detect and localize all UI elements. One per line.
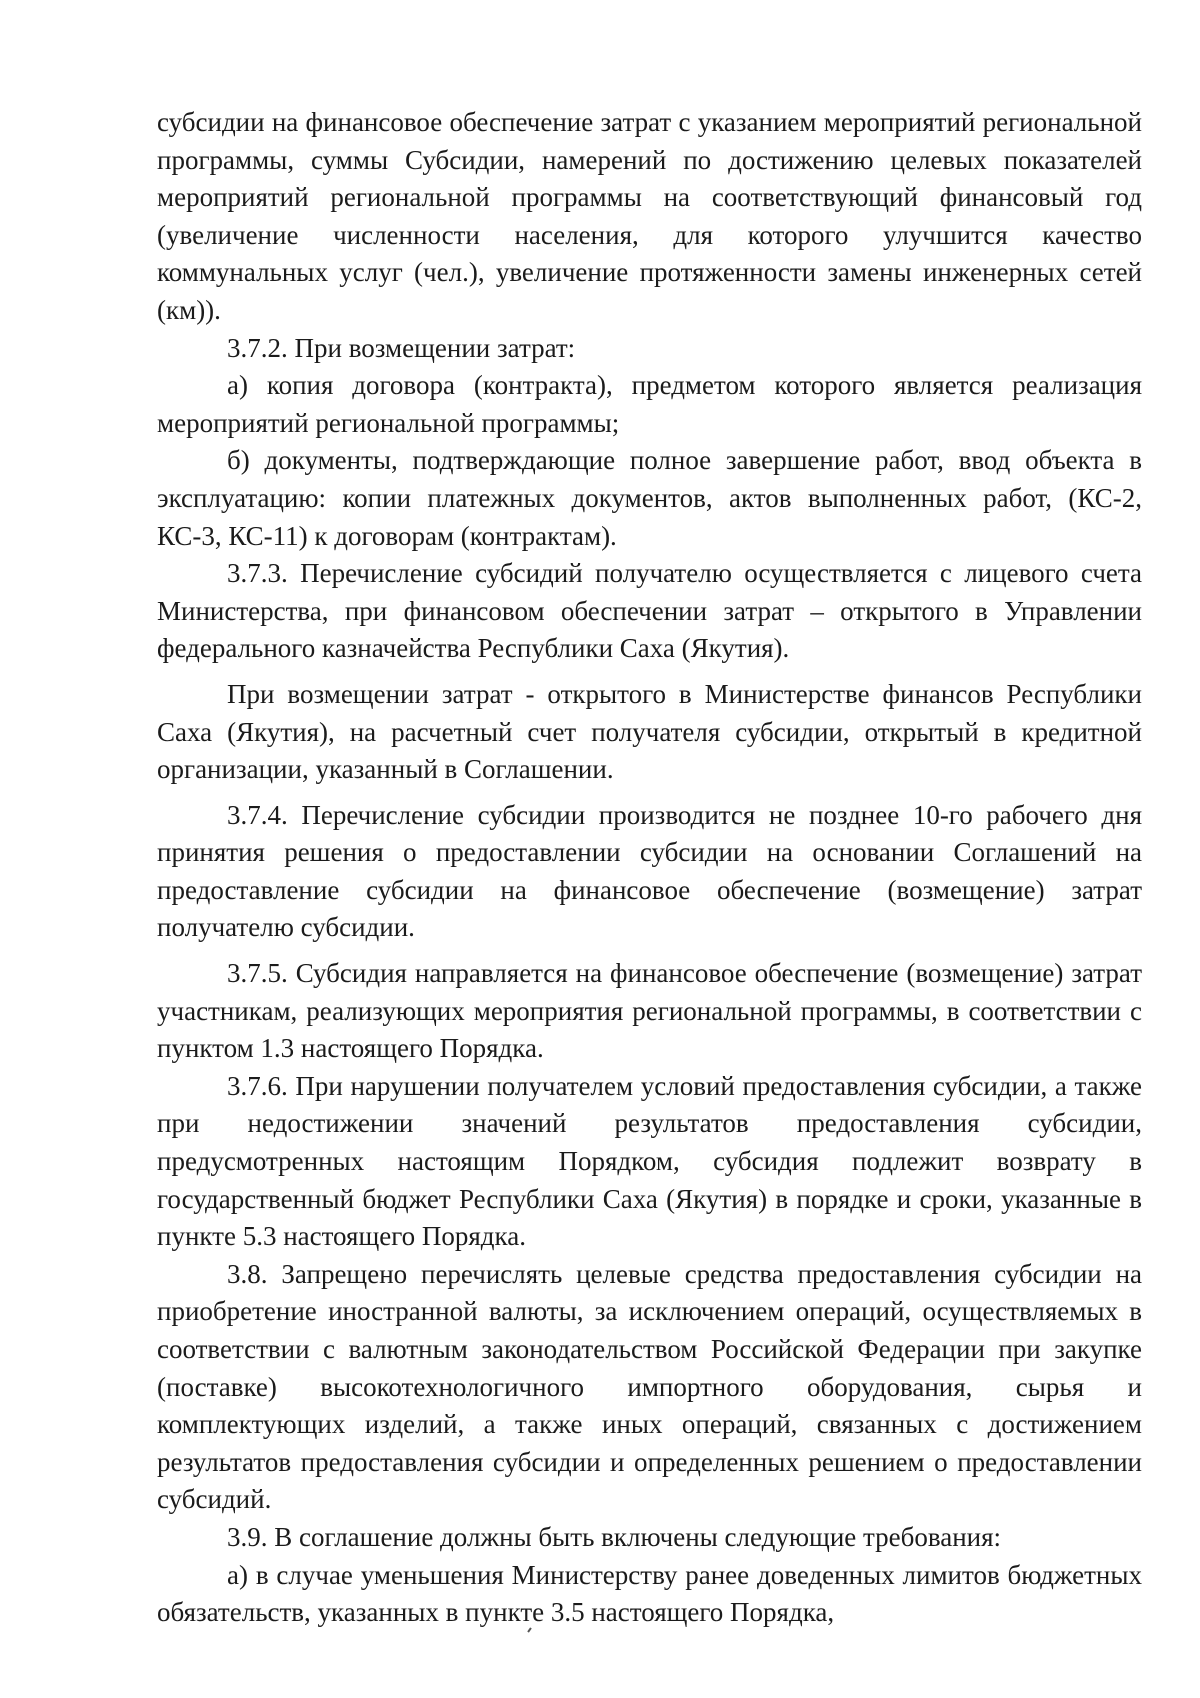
paragraph-3-9-item-a: а) в случае уменьшения Министерству ранее доведенных лимитов бюджетных обязательств, указанных в пункте 3.5 настоящего Порядка, (157, 1559, 1142, 1628)
paragraph-3-7-2: 3.7.2. При возмещении затрат: (227, 332, 576, 363)
paragraph-reimbursement-account: При возмещении затрат - открытого в Министерстве финансов Республики Саха (Якутия), на расчетный счет получателя субсидии, открытый в кредитной организации, указанный в Соглашении. (157, 678, 1142, 785)
paragraph-3-7-6: 3.7.6. При нарушении получателем условий предоставления субсидии, а также при недостижении значений результатов предоставления субсидии, предусмотренных настоящим Порядком, субсидия подлежит возврату в государственный бюджет Республики Саха (Якутия) в порядке и сроки, указанные в пункте 5.3 настоящего Порядка. (157, 1070, 1142, 1252)
paragraph-3-7-4: 3.7.4. Перечисление субсидии производится не позднее 10-го рабочего дня принятия решения о предоставлении субсидии на основании Соглашений на предоставление субсидии на финансовое обеспечение (возмещение) затрат получателю субсидии. (157, 799, 1142, 943)
paragraph-item-a-contract-copy: а) копия договора (контракта), предметом которого является реализация мероприятий региональной программы; (157, 370, 1142, 438)
paragraph-3-7-3: 3.7.3. Перечисление субсидий получателю осуществляется с лицевого счета Министерства, при финансовом обеспечении затрат – открытого в Управлении федерального казначейства Республики Саха (Якутия). (157, 558, 1142, 664)
document-body (157, 104, 1142, 1632)
paragraph-3-8: 3.8. Запрещено перечислять целевые средства предоставления субсидии на приобретение иностранной валюты, за исключением операций, осуществляемых в соответствии с валютным законодательством Российской Федерации при закупке (поставке) высокотехнологичного импортного оборудования, сырья и комплектующих изделий, а также иных операций, связанных с достижением результатов предоставления субсидии и определенных решением о предоставлении субсидий. (157, 1258, 1142, 1515)
paragraph-continuation: субсидии на финансовое обеспечение затрат с указанием мероприятий региональной программы, суммы Субсидии, намерений по достижению целевых показателей мероприятий региональной программы на соответствующий финансовый год (увеличение численности населения, для которого улучшится качество коммунальных услуг (чел.), увеличение протяженности замены инженерных сетей (км)). (157, 107, 1142, 325)
paragraph-item-b-documents: б) документы, подтверждающие полное завершение работ, ввод объекта в эксплуатацию: копии платежных документов, актов выполненных работ, (КС-2, КС-3, КС-11) к договорам (контрактам). (157, 445, 1142, 551)
paragraph-3-9: 3.9. В соглашение должны быть включены следующие требования: (227, 1521, 1002, 1552)
paragraph-3-7-5: 3.7.5. Субсидия направляется на финансовое обеспечение (возмещение) затрат участникам, реализующих мероприятия региональной программы, в соответствии с пунктом 1.3 настоящего Порядка. (157, 958, 1142, 1064)
